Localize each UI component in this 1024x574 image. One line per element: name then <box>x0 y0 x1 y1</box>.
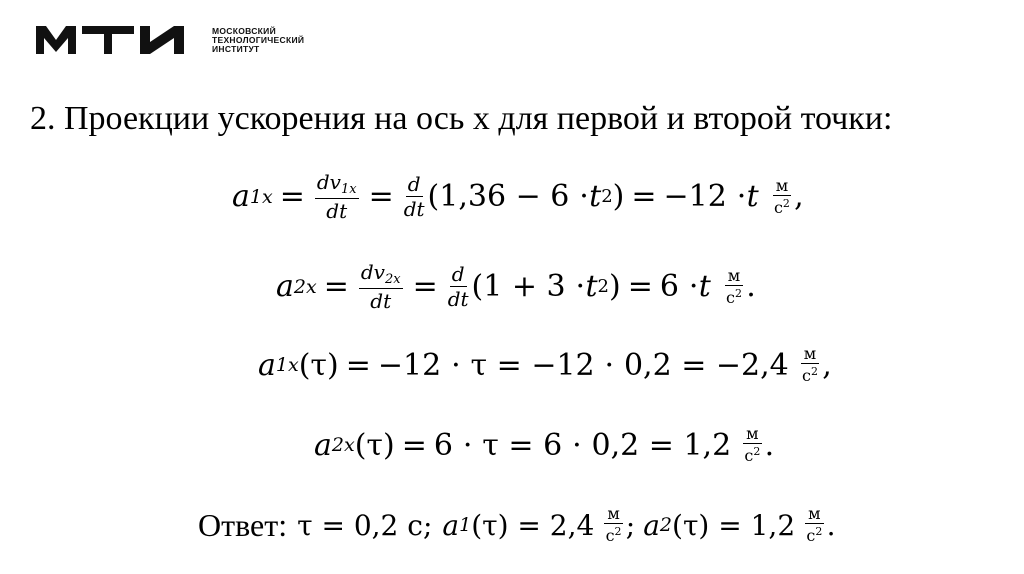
eq2-d-fraction: $\frac{d}{dt}$ <box>447 262 469 311</box>
logo-text <box>212 27 304 54</box>
slide-heading: 2. Проекции ускорения на ось x для первой и второй точки: <box>30 100 893 137</box>
answer-tau: τ = 0,2 с; <box>297 508 433 542</box>
eq4-unit: $\frac{м}{с^2}$ <box>744 424 761 465</box>
equation-2: a 2x = $\frac{dv_{2x}}{dt}$ = $\frac{d}{dt}$ (1 + 3 ⋅ t 2 ) = 6 ⋅ t $\frac{м}{с^2}$ . <box>276 260 756 313</box>
answer-a2-unit: $\frac{м}{с^2}$ <box>806 504 823 545</box>
eq2-unit: $\frac{м}{с^2}$ <box>726 265 742 307</box>
eq1-d-fraction: $\frac{d}{dt}$ <box>403 172 425 221</box>
eq2-dv-fraction: $\frac{dv_{2x}}{dt}$ <box>360 260 401 313</box>
eq4-a: a <box>314 427 332 463</box>
eq1-dv-fraction: $\frac{dv_{1x}}{dt}$ <box>316 170 357 223</box>
eq3-rhs: −12 ⋅ τ = −12 ⋅ 0,2 = −2,4 <box>377 347 789 383</box>
answer-line: Ответ: τ = 0,2 с; a 1 (τ) = 2,4 $\frac{м}{с^2}$ ; a 2 (τ) = 1,2 $\frac{м}{с^2}$ . <box>198 504 836 545</box>
logo-line-1: МОСКОВСКИЙ <box>212 25 276 36</box>
answer-a1-unit: $\frac{м}{с^2}$ <box>605 504 622 545</box>
equation-3: a 1x (τ) = −12 ⋅ τ = −12 ⋅ 0,2 = −2,4 $\frac{м}{с^2}$ , <box>258 344 832 385</box>
mti-logo <box>34 22 304 58</box>
eq1-a-sub: 1x <box>249 185 273 208</box>
eq3-a-sub: 1x <box>275 354 299 376</box>
eq1-a: a <box>232 179 250 214</box>
eq1-expr: (1,36 − 6 ⋅ <box>427 179 590 214</box>
eq1-result: −12 ⋅ <box>663 179 747 214</box>
eq2-result: 6 ⋅ <box>659 269 699 304</box>
answer-label: Ответ: <box>198 506 288 543</box>
answer-a2-value: (τ) = 1,2 <box>672 508 796 542</box>
eq4-rhs: 6 ⋅ τ = 6 ⋅ 0,2 = 1,2 <box>433 427 732 463</box>
logo-line-2: ТЕХНОЛОГИЧЕСКИЙ <box>212 34 305 45</box>
eq2-a: a <box>276 269 294 304</box>
equation-4: a 2x (τ) = 6 ⋅ τ = 6 ⋅ 0,2 = 1,2 $\frac{м}{с^2}$ . <box>314 424 775 465</box>
eq2-a-sub: 2x <box>293 275 317 298</box>
eq2-expr: (1 + 3 ⋅ <box>471 269 586 304</box>
eq3-a: a <box>258 347 276 383</box>
eq4-a-sub: 2x <box>331 434 355 456</box>
mti-logo-mark-icon <box>34 24 202 56</box>
logo-line-3: ИНСТИТУТ <box>212 43 260 54</box>
eq1-unit: $\frac{м}{с^2}$ <box>773 175 790 217</box>
answer-a1-value: (τ) = 2,4 <box>471 508 595 542</box>
eq3-unit: $\frac{м}{с^2}$ <box>801 344 818 385</box>
equation-1: a 1x = $\frac{dv_{1x}}{dt}$ = $\frac{d}{dt}$ (1,36 − 6 ⋅ t 2 ) = −12 ⋅ t $\frac{м}{с^2}$ , <box>232 170 804 223</box>
